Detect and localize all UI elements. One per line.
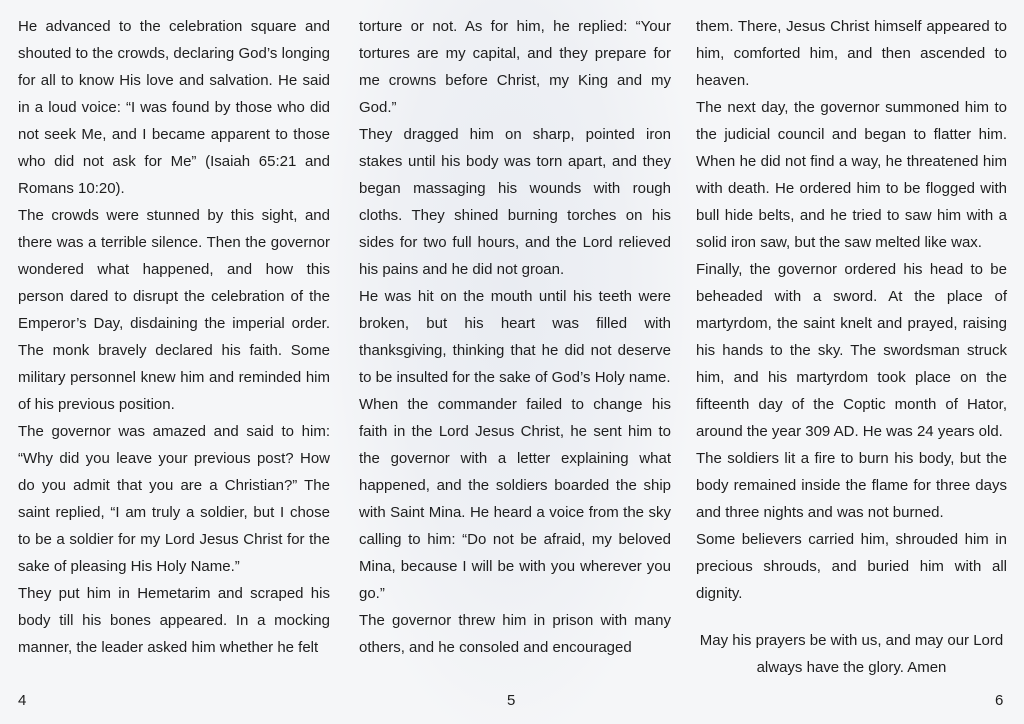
paragraph: The governor was amazed and said to him: “Why did you leave your previous post? How do you admit that you are a Christian?” The saint replied, “I am truly a soldier, but I chose to be a soldier for my Lord Jesus Christ for the sake of pleasing His Holy Name.” xyxy=(18,423,330,575)
paragraph: Some believers carried him, shrouded him in precious shrouds, and buried him with all dignity. xyxy=(696,531,1007,602)
page-6-column xyxy=(696,13,1007,681)
page-number-6: 6 xyxy=(995,692,1004,709)
paragraph: He advanced to the celebration square and shouted to the crowds, declaring God’s longing for all to know His love and salvation. He said in a loud voice: “I was found by those who did not seek Me, and I became apparent to those who did not ask for Me” (Isaiah 65:21 and Romans 10:20). xyxy=(18,18,330,197)
page-number-5: 5 xyxy=(507,692,516,709)
page-4-column xyxy=(18,13,330,661)
closing-prayer: May his prayers be with us, and may our Lord always have the glory. Amen xyxy=(699,632,1004,676)
paragraph: They dragged him on sharp, pointed iron stakes until his body was torn apart, and they began massaging his wounds with rough cloths. They shined burning torches on his sides for two full hours, and the Lord relieved his pains and he did not groan. xyxy=(359,126,671,278)
paragraph: The governor threw him in prison with many others, and he consoled and encouraged xyxy=(359,612,671,656)
page-number-4: 4 xyxy=(18,692,27,709)
paragraph: Finally, the governor ordered his head to be beheaded with a sword. At the place of martyrdom, the saint knelt and prayed, raising his hands to the sky. The swordsman struck him, and his martyrdom took place on the fifteenth day of the Coptic month of Hator, around the year 309 AD. He was 24 years old. xyxy=(696,261,1007,440)
paragraph: torture or not. As for him, he replied: “Your tortures are my capital, and they prepare for me crowns before Christ, my King and my God.” xyxy=(359,18,671,116)
paragraph: When the commander failed to change his faith in the Lord Jesus Christ, he sent him to the governor with a letter explaining what happened, and the soldiers boarded the ship with Saint Mina. He heard a voice from the sky calling to him: “Do not be afraid, my beloved Mina, because I will be with you wherever you go.” xyxy=(359,396,671,602)
paragraph: The soldiers lit a fire to burn his body, but the body remained inside the flame for three days and three nights and was not burned. xyxy=(696,450,1007,521)
paragraph: They put him in Hemetarim and scraped his body till his bones appeared. In a mocking manner, the leader asked him whether he felt xyxy=(18,585,330,656)
paragraph: them. There, Jesus Christ himself appeared to him, comforted him, and then ascended to heaven. xyxy=(696,18,1007,89)
paragraph: The next day, the governor summoned him to the judicial council and began to flatter him. When he did not find a way, he threatened him with death. He ordered him to be flogged with bull hide belts, and he tried to saw him with a solid iron saw, but the saw melted like wax. xyxy=(696,99,1007,251)
paragraph: He was hit on the mouth until his teeth were broken, but his heart was filled with thanksgiving, thinking that he did not deserve to be insulted for the sake of God’s Holy name. xyxy=(359,288,671,386)
paragraph: The crowds were stunned by this sight, and there was a terrible silence. Then the governor wondered what happened, and how this person dared to disrupt the celebration of the Emperor’s Day, disdaining the imperial order. The monk bravely declared his faith. Some military personnel knew him and reminded him of his previous position. xyxy=(18,207,330,413)
page-5-column xyxy=(359,13,671,661)
